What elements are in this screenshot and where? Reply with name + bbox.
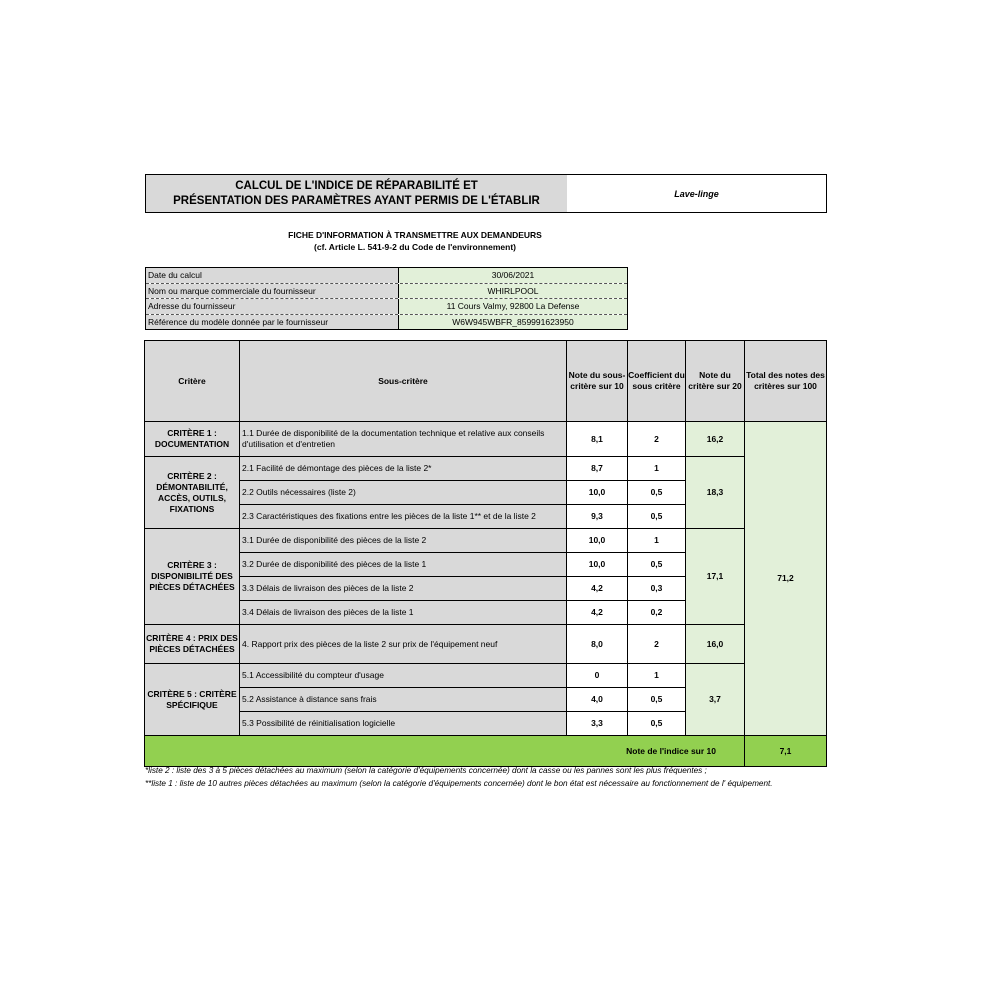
- sub-criterion-label: 3.2 Durée de disponibilité des pièces de la liste 1: [240, 553, 567, 577]
- info-label: Nom ou marque commerciale du fournisseur: [146, 284, 399, 299]
- sub-criterion-label: 1.1 Durée de disponibilité de la documentation technique et relative aux conseils d'utilisation et d'entretien: [240, 422, 567, 457]
- product-type: Lave-linge: [567, 174, 827, 213]
- sub-criterion-coef: 2: [628, 422, 686, 457]
- sub-criterion-note: 10,0: [567, 529, 628, 553]
- title-line-2: PRÉSENTATION DES PARAMÈTRES AYANT PERMIS DE L'ÉTABLIR: [173, 194, 540, 207]
- sub-criterion-note: 3,3: [567, 712, 628, 736]
- sub-criterion-label: 3.4 Délais de livraison des pièces de la liste 1: [240, 601, 567, 625]
- total-score-100: 71,2: [745, 422, 827, 736]
- footnote-liste-1: **liste 1 : liste de 10 autres pièces détachées au maximum (selon la catégorie d'équipements concernée) dont le bon état est nécessaire au fonctionnement de l' équipement.: [145, 779, 773, 788]
- final-score-label: Note de l'indice sur 10: [145, 736, 745, 767]
- criterion-4-note: 16,0: [686, 625, 745, 664]
- info-row-address: [146, 299, 627, 315]
- sub-criterion-label: 2.1 Facilité de démontage des pièces de la liste 2*: [240, 457, 567, 481]
- sub-criterion-coef: 1: [628, 664, 686, 688]
- col-header-coefficient: Coefficient du sous critère: [628, 341, 686, 422]
- sub-criterion-note: 8,7: [567, 457, 628, 481]
- sub-criterion-coef: 1: [628, 529, 686, 553]
- sub-criterion-coef: 0,5: [628, 481, 686, 505]
- sub-criterion-label: 4. Rapport prix des pièces de la liste 2 sur prix de l'équipement neuf: [240, 625, 567, 664]
- sub-criterion-note: 8,1: [567, 422, 628, 457]
- sub-criterion-label: 5.2 Assistance à distance sans frais: [240, 688, 567, 712]
- criterion-5-note: 3,7: [686, 664, 745, 736]
- sub-criterion-note: 4,2: [567, 577, 628, 601]
- sub-criterion-coef: 0,5: [628, 712, 686, 736]
- sub-criterion-coef: 2: [628, 625, 686, 664]
- criterion-1-name: CRITÈRE 1 : DOCUMENTATION: [145, 422, 240, 457]
- sub-criterion-note: 4,2: [567, 601, 628, 625]
- table-row: [145, 457, 827, 481]
- sub-criterion-coef: 0,5: [628, 505, 686, 529]
- sub-criterion-note: 10,0: [567, 553, 628, 577]
- sub-criterion-coef: 1: [628, 457, 686, 481]
- col-header-critere: Critère: [145, 341, 240, 422]
- sub-criterion-label: 5.3 Possibilité de réinitialisation logicielle: [240, 712, 567, 736]
- sub-criterion-label: 3.1 Durée de disponibilité des pièces de la liste 2: [240, 529, 567, 553]
- sub-criterion-coef: 0,5: [628, 688, 686, 712]
- info-label: Référence du modèle donnée par le fournisseur: [146, 315, 399, 330]
- subtitle-line-1: FICHE D'INFORMATION À TRANSMETTRE AUX DEMANDEURS: [288, 230, 542, 240]
- footnotes: [145, 764, 835, 790]
- sub-criterion-note: 10,0: [567, 481, 628, 505]
- info-value: 11 Cours Valmy, 92800 La Defense: [399, 299, 627, 314]
- sub-criterion-label: 3.3 Délais de livraison des pièces de la liste 2: [240, 577, 567, 601]
- col-header-sous-critere: Sous-critère: [240, 341, 567, 422]
- subtitle-line-2: (cf. Article L. 541-9-2 du Code de l'environnement): [314, 242, 516, 252]
- table-row: [145, 422, 827, 457]
- info-label: Date du calcul: [146, 268, 399, 283]
- info-row-brand: [146, 284, 627, 300]
- criterion-3-name: CRITÈRE 3 : DISPONIBILITÉ DES PIÈCES DÉTACHÉES: [145, 529, 240, 625]
- final-score-value: 7,1: [745, 736, 827, 767]
- final-score-row: [145, 736, 827, 767]
- col-header-total: Total des notes des critères sur 100: [745, 341, 827, 422]
- footnote-liste-2: *liste 2 : liste des 3 à 5 pièces détachées au maximum (selon la catégorie d'équipements concernée) dont la casse ou les pannes sont les plus fréquentes ;: [145, 766, 707, 775]
- criterion-2-note: 18,3: [686, 457, 745, 529]
- criterion-3-note: 17,1: [686, 529, 745, 625]
- info-value: W6W945WBFR_859991623950: [399, 315, 627, 330]
- info-row-reference: [146, 315, 627, 330]
- title-line-1: CALCUL DE L'INDICE DE RÉPARABILITÉ ET: [235, 179, 478, 192]
- info-row-date: [146, 268, 627, 284]
- sub-criterion-coef: 0,3: [628, 577, 686, 601]
- col-header-note-sous-critere: Note du sous-critère sur 10: [567, 341, 628, 422]
- subtitle: [145, 229, 685, 253]
- sub-criterion-note: 8,0: [567, 625, 628, 664]
- repairability-table: [144, 340, 826, 763]
- sub-criterion-label: 2.3 Caractéristiques des fixations entre les pièces de la liste 1** et de la liste 2: [242, 511, 536, 521]
- info-value: 30/06/2021: [399, 268, 627, 283]
- sub-criterion-note: 4,0: [567, 688, 628, 712]
- sub-criterion-label: 5.1 Accessibilité du compteur d'usage: [240, 664, 567, 688]
- sub-criterion-coef: 0,5: [628, 553, 686, 577]
- supplier-info-table: [145, 267, 628, 330]
- criterion-2-name: CRITÈRE 2 : DÉMONTABILITÉ, ACCÈS, OUTILS, FIXATIONS: [145, 457, 240, 529]
- table-header-row: [145, 341, 827, 422]
- criterion-5-name: CRITÈRE 5 : CRITÈRE SPÉCIFIQUE: [145, 664, 240, 736]
- sub-criterion-note: 9,3: [567, 505, 628, 529]
- sub-criterion-label: 2.2 Outils nécessaires (liste 2): [240, 481, 567, 505]
- info-label: Adresse du fournisseur: [146, 299, 399, 314]
- col-header-note-critere: Note du critère sur 20: [686, 341, 745, 422]
- table-row: [145, 625, 827, 664]
- info-value: WHIRLPOOL: [399, 284, 627, 299]
- sub-criterion-note: 0: [567, 664, 628, 688]
- document-title: [145, 174, 568, 213]
- table-row: [145, 664, 827, 688]
- criterion-1-note: 16,2: [686, 422, 745, 457]
- sub-criterion-coef: 0,2: [628, 601, 686, 625]
- table-row: [145, 529, 827, 553]
- criterion-4-name: CRITÈRE 4 : PRIX DES PIÈCES DÉTACHÉES: [145, 625, 240, 664]
